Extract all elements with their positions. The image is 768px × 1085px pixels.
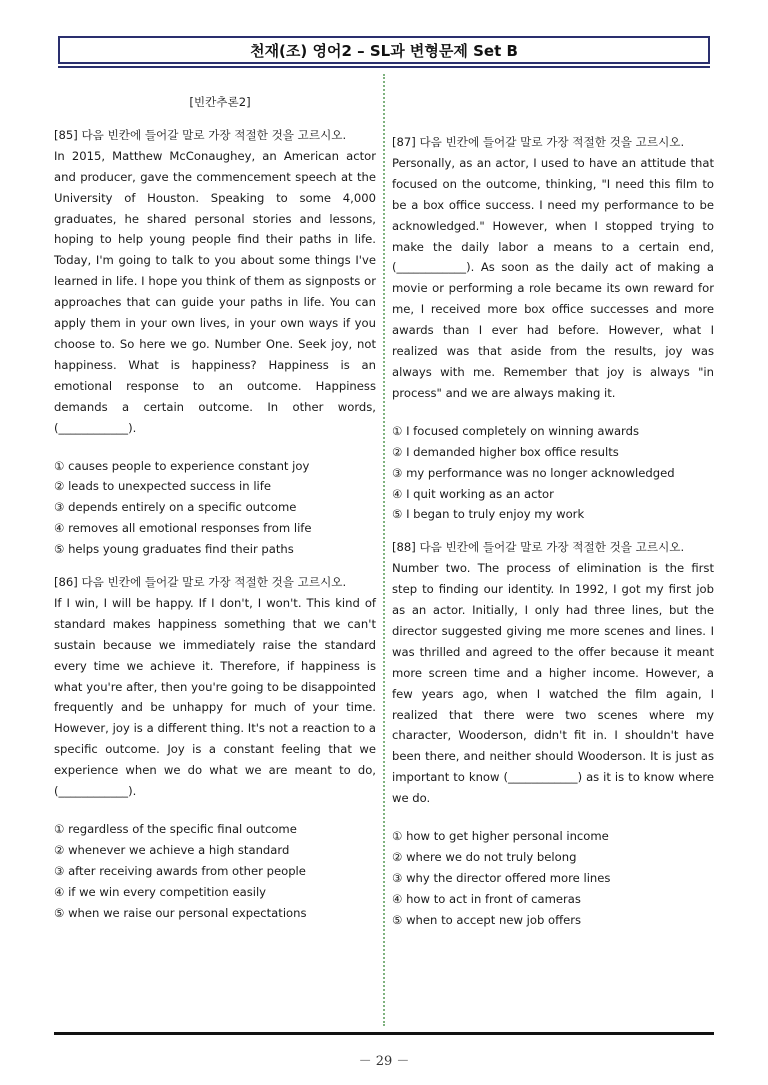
question-heading: [87] 다음 빈칸에 들어갈 말로 가장 적절한 것을 고르시오. [392,135,685,149]
answer-option: ② leads to unexpected success in life [54,479,271,494]
answer-option: ③ my performance was no longer acknowledged [392,465,675,480]
question-87 [392,132,714,525]
answer-option: ④ how to act in front of cameras [392,891,581,906]
question-heading: [88] 다음 빈칸에 들어갈 말로 가장 적절한 것을 고르시오. [392,540,685,555]
answer-option: ① I focused completely on winning awards [392,423,640,438]
question-passage: Number two. The process of elimination is the first step to finding our identity. In 1992, I got my first job as an actor. Initially, I only had three lines, but the director suggested giving me more scenes and lines. I was thrilled and agreed to the offer because it meant more screen time and a higher income. However, a few years ago, when I watched the film again, I realized that there were two scenes where my character, Wooderson, didn't fit in. I shouldn't have been there, and neither should Wooderson. It is just as important to know (____________) as it is to know where we do. [392,561,714,806]
section-tag: [빈칸추론2] [189,95,251,109]
answer-option: ⑤ when to accept new job offers [392,912,582,927]
answer-options [54,456,376,561]
answer-option: ③ depends entirely on a specific outcome [54,500,297,515]
answer-options [54,819,376,924]
answer-option: ④ I quit working as an actor [392,486,554,501]
answer-option: ⑤ when we raise our personal expectations [54,905,307,920]
right-column [392,132,714,943]
page-number: － 29 － [358,1054,410,1069]
header-title: 천재(조) 영어2 – SL과 변형문제 Set B [250,41,518,60]
header-underline [58,66,710,68]
question-passage: Personally, as an actor, I used to have an attitude that focused on the outcome, thinking, "I need this film to be a box office success. I need my performance to be acknowledged." However, when I stopped trying to make the daily labor a means to a certain end, (____________). As soon as the daily act of making a movie or performing a role became its own reward for me, I received more box office successes and more awards than I ever had before. However, what I realized was that aside from the results, joy was always with me. Remember that joy is always "in process" and we are always making it. [392,155,714,400]
left-column [54,92,376,936]
question-passage: If I win, I will be happy. If I don't, I won't. This kind of standard makes happiness something that we can't sustain because we immediately raise the standard every time we achieve it. Therefore, if happiness is what you're after, then you're going to be disappointed frequently and be unhappy for much of your time. However, joy is a different thing. It's not a reaction to a specific outcome. Joy is a constant feeling that we experience when we do what we are meant to do, (____________). [54,595,376,799]
answer-option: ⑤ I began to truly enjoy my work [392,507,585,522]
answer-option: ② I demanded higher box office results [392,444,619,459]
answer-option: ① how to get higher personal income [392,829,609,844]
answer-options [392,421,714,526]
question-heading: [86] 다음 빈칸에 들어갈 말로 가장 적절한 것을 고르시오. [54,575,347,590]
question-passage: In 2015, Matthew McConaughey, an American actor and producer, gave the commencement speech at the University of Houston. Speaking to some 4,000 graduates, he shared personal stories and lessons, hoping to help young people find their paths in life. Today, I'm going to talk to you about some things I've learned in life. I hope you think of them as signposts or approaches that can guide your paths in life. You can apply them in your own lives, in your own ways if you choose to. So here we go. Number One. Seek joy, not happiness. What is happiness? Happiness is an emotional response to an outcome. Happiness demands a certain outcome. In other words, (____________). [54,148,376,435]
question-88 [392,537,714,930]
answer-option: ② where we do not truly belong [392,850,577,864]
answer-option: ③ why the director offered more lines [392,870,611,885]
column-divider [383,74,385,1026]
answer-option: ④ removes all emotional responses from life [54,521,312,536]
answer-options [392,826,714,931]
answer-option: ② whenever we achieve a high standard [54,842,290,857]
question-86 [54,572,376,924]
answer-option: ① regardless of the specific final outcome [54,822,297,836]
page-header [58,36,710,64]
question-heading: [85] 다음 빈칸에 들어갈 말로 가장 적절한 것을 고르시오. [54,127,347,142]
answer-option: ① causes people to experience constant joy [54,458,310,473]
answer-option: ④ if we win every competition easily [54,884,267,899]
footer-rule [54,1032,714,1035]
question-85 [54,125,376,560]
answer-option: ③ after receiving awards from other people [54,863,306,878]
answer-option: ⑤ helps young graduates find their paths [54,542,294,557]
